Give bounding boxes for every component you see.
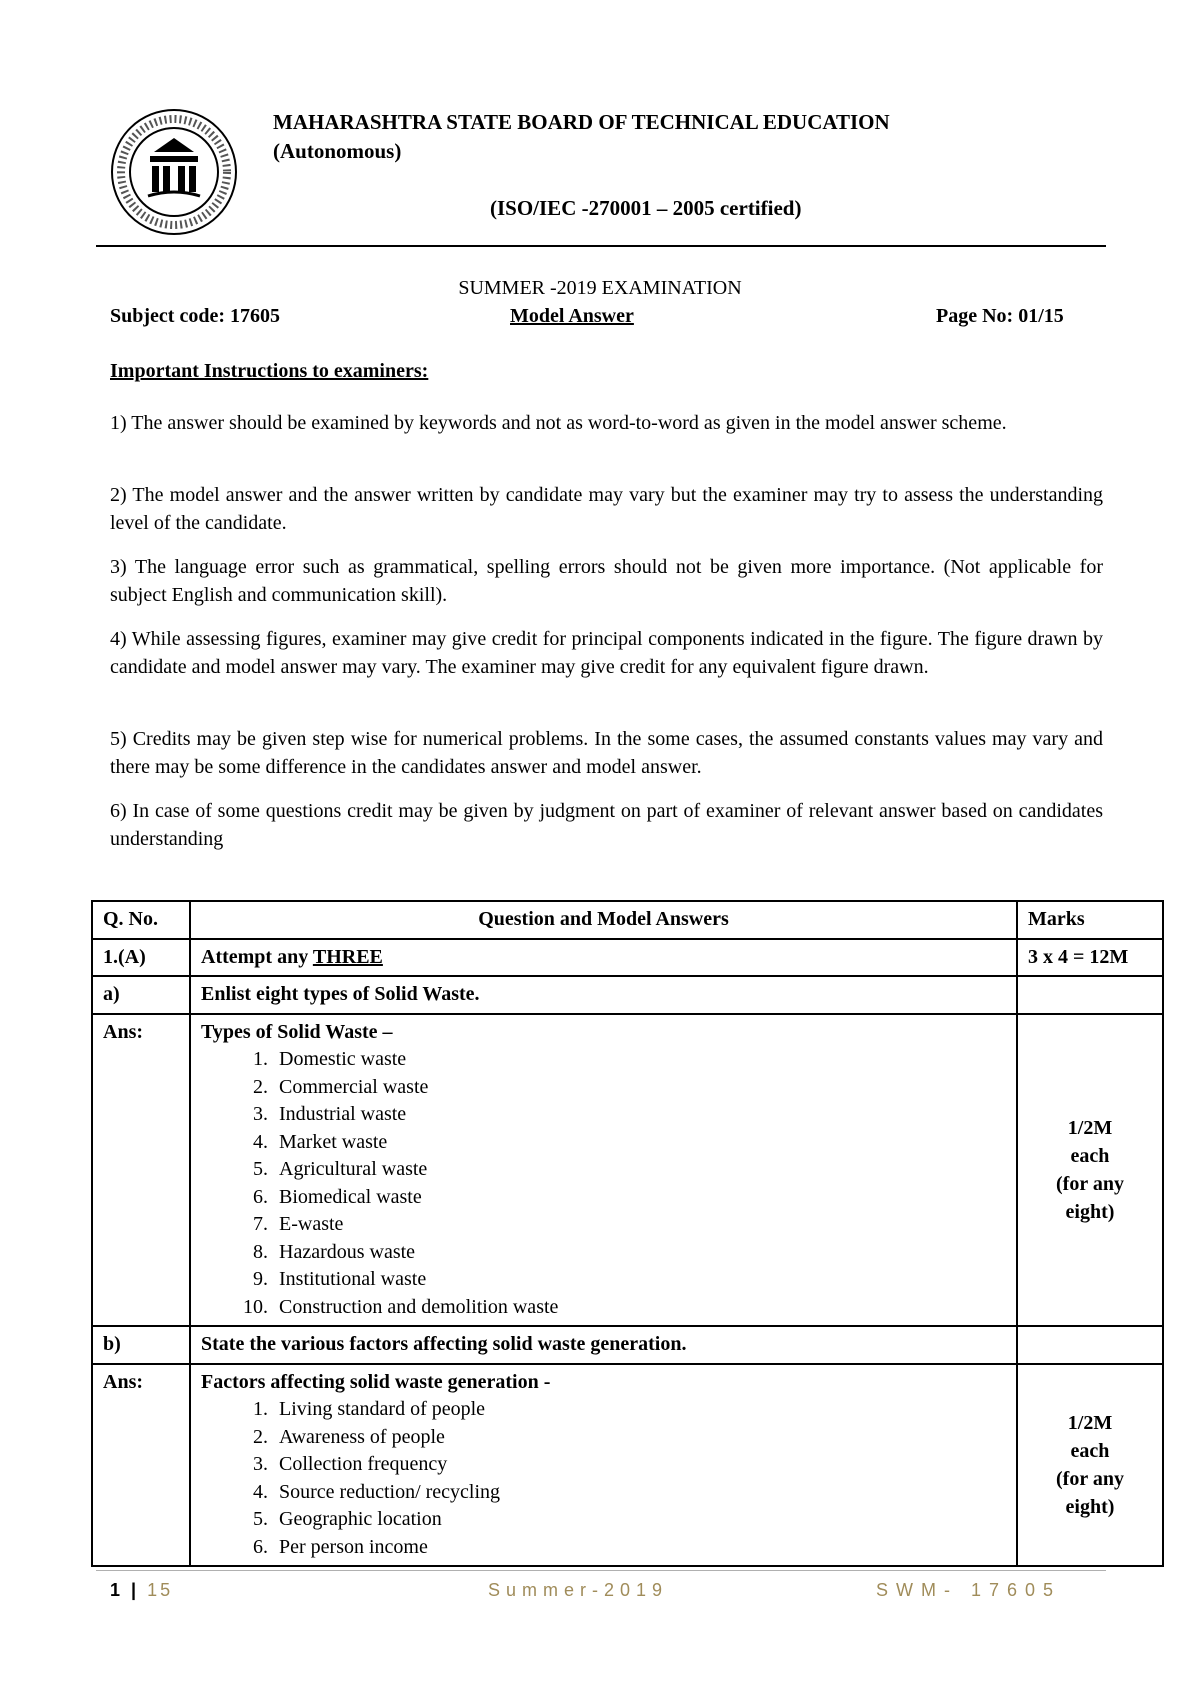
question-b-marks [1017, 1326, 1163, 1364]
header-marks: Marks [1017, 901, 1163, 939]
instruction-item: 3) The language error such as grammatical, spelling errors should not be given more importance. (Not applicable for subject English and communication skill). [110, 556, 1103, 606]
answer-b-marks [1017, 1364, 1163, 1567]
question-b-no: b) [92, 1326, 190, 1364]
subject-code: Subject code: 17605 [110, 305, 280, 327]
section-instruction [190, 939, 1017, 977]
answer-a-content [190, 1014, 1017, 1327]
list-item: 6. Biomedical waste [273, 1184, 1006, 1212]
answer-b-content [190, 1364, 1017, 1567]
page-number: Page No: 01/15 [936, 305, 1064, 327]
answer-a-label: Ans: [92, 1014, 190, 1327]
board-name: MAHARASHTRA STATE BOARD OF TECHNICAL EDUCATION [273, 110, 890, 134]
question-a-no: a) [92, 976, 190, 1014]
footer-total: 15 [147, 1580, 174, 1600]
list-item: 10. Construction and demolition waste [273, 1294, 1006, 1322]
question-a-text: Enlist eight types of Solid Waste. [190, 976, 1017, 1014]
list-item: 4. Market waste [273, 1129, 1006, 1157]
section-emphasis: THREE [312, 945, 383, 968]
list-item: 4. Source reduction/ recycling [273, 1479, 1006, 1507]
list-item: 2. Commercial waste [273, 1074, 1006, 1102]
marks-line: 1/2M [1067, 1411, 1113, 1434]
table-row [92, 1364, 1163, 1567]
answer-a-heading: Types of Solid Waste – [201, 1020, 393, 1043]
list-item: 2. Awareness of people [273, 1424, 1006, 1452]
instruction-item: 1) The answer should be examined by keywords and not as word-to-word as given in the model answer scheme. [110, 412, 1007, 434]
list-item: 3. Industrial waste [273, 1101, 1006, 1129]
marks-line: (for any [1056, 1172, 1124, 1195]
table-header-row [92, 901, 1163, 939]
footer-exam: Summer-2019 [488, 1580, 669, 1600]
instructions-title: Important Instructions to examiners: [110, 360, 429, 382]
iso-certification: (ISO/IEC -270001 – 2005 certified) [490, 196, 802, 220]
footer-page: 1 [110, 1580, 124, 1600]
footer-page-count [110, 1580, 173, 1601]
list-item: 5. Geographic location [273, 1506, 1006, 1534]
answer-b-list [201, 1396, 1006, 1561]
footer-divider [96, 1570, 1106, 1571]
list-item: 9. Institutional waste [273, 1266, 1006, 1294]
answer-a-marks [1017, 1014, 1163, 1327]
footer-subject: SWM- 17605 [876, 1580, 1062, 1600]
marks-line: each [1070, 1144, 1110, 1167]
instruction-item: 2) The model answer and the answer written by candidate may vary but the examiner may try to assess the understanding level of the candidate. [110, 484, 1103, 534]
question-a-marks [1017, 976, 1163, 1014]
marks-line: eight) [1065, 1495, 1115, 1518]
list-item: 3. Collection frequency [273, 1451, 1006, 1479]
section-marks: 3 x 4 = 12M [1017, 939, 1163, 977]
table-row [92, 1326, 1163, 1364]
answer-b-heading: Factors affecting solid waste generation - [201, 1370, 551, 1393]
marks-line: (for any [1056, 1467, 1124, 1490]
header-qno: Q. No. [92, 901, 190, 939]
answer-b-label: Ans: [92, 1364, 190, 1567]
marks-line: eight) [1065, 1200, 1115, 1223]
section-qno: 1.(A) [92, 939, 190, 977]
table-row [92, 1014, 1163, 1327]
list-item: 5. Agricultural waste [273, 1156, 1006, 1184]
instruction-item: 6) In case of some questions credit may be given by judgment on part of examiner of relevant answer based on candidates understanding [110, 800, 1103, 850]
answer-table [91, 900, 1164, 1567]
list-item: 1. Living standard of people [273, 1396, 1006, 1424]
autonomous-label: (Autonomous) [273, 139, 402, 163]
answer-a-list [201, 1046, 1006, 1321]
list-item: 6. Per person income [273, 1534, 1006, 1562]
instruction-item: 5) Credits may be given step wise for numerical problems. In the some cases, the assumed constants values may vary and there may be some difference in the candidates answer and model answer. [110, 728, 1103, 778]
marks-line: each [1070, 1439, 1110, 1462]
msbte-seal-icon [110, 108, 238, 236]
exam-title: SUMMER -2019 EXAMINATION [458, 277, 742, 299]
header-question: Question and Model Answers [190, 901, 1017, 939]
section-text: Attempt any [201, 945, 313, 968]
marks-line: 1/2M [1067, 1116, 1113, 1139]
header-divider [96, 245, 1106, 247]
footer-separator: | [131, 1580, 140, 1600]
list-item: 1. Domestic waste [273, 1046, 1006, 1074]
table-row [92, 939, 1163, 977]
table-row [92, 976, 1163, 1014]
list-item: 7. E-waste [273, 1211, 1006, 1239]
instruction-item: 4) While assessing figures, examiner may give credit for principal components indicated in the figure. The figure drawn by candidate and model answer may vary. The examiner may give credit for any equivalent figure drawn. [110, 628, 1103, 678]
list-item: 8. Hazardous waste [273, 1239, 1006, 1267]
model-answer-label: Model Answer [510, 305, 634, 327]
question-b-text: State the various factors affecting solid waste generation. [190, 1326, 1017, 1364]
